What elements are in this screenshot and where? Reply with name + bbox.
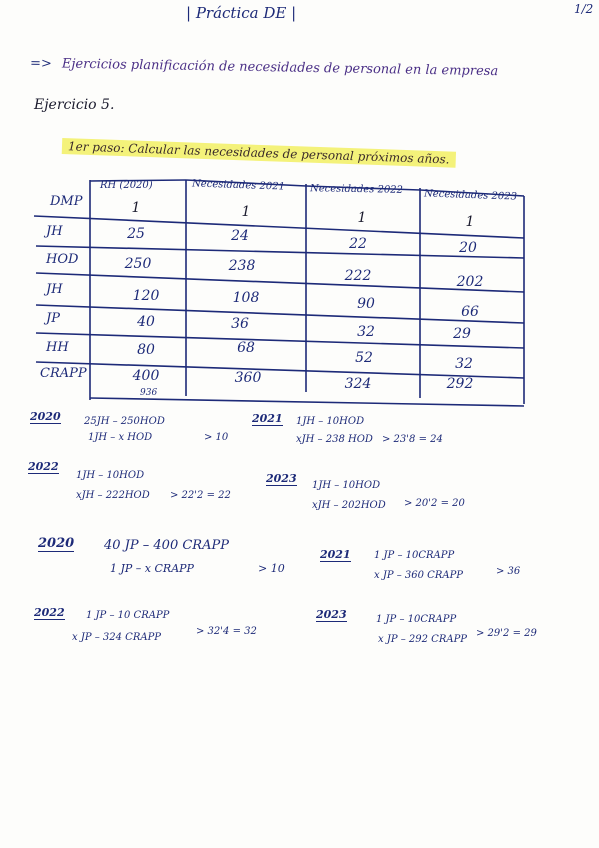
column-header: Necesidades 2023	[423, 188, 518, 203]
calc-line: xJH – 238 HOD	[296, 434, 373, 445]
calc-line: 1 JP – 10CRAPP	[374, 550, 455, 561]
table-cell: 108	[232, 290, 260, 306]
calc-line: 1JH – x HOD	[88, 432, 153, 443]
column-header: RH (2020)	[100, 180, 153, 191]
row-label: JP	[46, 311, 60, 326]
calc-line: x JP – 360 CRAPP	[374, 570, 464, 581]
row-label: JH	[46, 282, 63, 297]
table-cell: 80	[137, 342, 155, 358]
calc-year: 2021	[320, 548, 351, 561]
table-cell: 1	[131, 200, 141, 216]
table-cell: 66	[461, 304, 479, 320]
calc-year: 2023	[316, 608, 347, 621]
table-cell: 22	[349, 236, 367, 252]
table-cell: 250	[124, 256, 152, 272]
calc-result: > 32'4 = 32	[196, 626, 257, 637]
table-cell: 40	[137, 314, 155, 330]
calc-line: 1JH – 10HOD	[76, 470, 145, 481]
column-header: Necesidades 2021	[191, 178, 286, 193]
calc-year: 2022	[28, 460, 59, 473]
calc-result: > 36	[496, 566, 521, 577]
calc-year: 2020	[30, 410, 61, 423]
table-cell: 1	[357, 210, 367, 226]
table-cell: 292	[446, 376, 474, 392]
table-cell: 360	[234, 370, 262, 386]
calc-result: > 20'2 = 20	[404, 498, 465, 509]
table-cell: 238	[228, 258, 256, 274]
calc-result: > 10	[204, 432, 229, 443]
calc-line: xJH – 202HOD	[312, 500, 386, 511]
row-label: CRAPP	[40, 366, 87, 381]
table-cell: 52	[355, 350, 373, 366]
calc-line: 1 JP – 10CRAPP	[376, 614, 457, 625]
table-cell: 120	[132, 288, 160, 304]
calc-year: 2022	[34, 606, 65, 619]
table-cell: 36	[231, 316, 249, 332]
calc-line: x JP – 324 CRAPP	[72, 632, 162, 643]
table-cell: 20	[459, 240, 477, 256]
calc-line: 1JH – 10HOD	[312, 480, 381, 491]
calc-year: 2021	[252, 412, 283, 425]
row-label: HH	[46, 340, 69, 355]
calc-line: xJH – 222HOD	[76, 490, 150, 501]
table-cell: 1	[241, 204, 251, 220]
exercise-label: Ejercicio 5.	[34, 97, 115, 113]
table-cell: 324	[344, 376, 372, 392]
arrow-marker: =>	[29, 56, 52, 72]
page-number: 1/2	[574, 2, 594, 16]
step-label: 1er paso: Calcular las necesidades de personal próximos años.	[62, 138, 456, 168]
table-cell: 29	[453, 326, 471, 342]
row-label: JH	[46, 224, 63, 239]
table-cell: 24	[231, 228, 249, 244]
calc-result: > 29'2 = 29	[476, 628, 537, 639]
calc-line: 40 JP – 400 CRAPP	[104, 538, 229, 553]
column-header: Necesidades 2022	[309, 183, 404, 196]
calc-line: x JP – 292 CRAPP	[378, 634, 468, 645]
calc-result: > 10	[258, 562, 285, 575]
table-cell: 400	[132, 368, 160, 384]
calc-result: > 23'8 = 24	[382, 434, 443, 445]
table-corner: DMP	[50, 194, 83, 209]
table-cell: 222	[344, 268, 372, 284]
calc-line: 1 JP – x CRAPP	[110, 562, 194, 575]
row-label: HOD	[46, 252, 79, 267]
calc-line: 25JH – 250HOD	[84, 416, 165, 427]
page-title: | Práctica DE |	[186, 4, 297, 22]
table-cell: 25	[127, 226, 145, 242]
table-cell: 68	[237, 340, 255, 356]
calc-line: 1 JP – 10 CRAPP	[86, 610, 170, 621]
calc-result: > 22'2 = 22	[170, 490, 231, 501]
table-note: 936	[140, 388, 158, 398]
table-cell: 1	[465, 214, 475, 230]
table-cell: 202	[456, 274, 484, 290]
table-cell: 90	[357, 296, 375, 312]
table-cell: 32	[357, 324, 375, 340]
calc-year: 2020	[38, 536, 75, 551]
table-cell: 32	[455, 356, 473, 372]
calc-line: 1JH – 10HOD	[296, 416, 365, 427]
section-heading-text: Ejercicios planificación de necesidades de personal en la empresa	[61, 56, 499, 80]
calc-year: 2023	[266, 472, 297, 485]
